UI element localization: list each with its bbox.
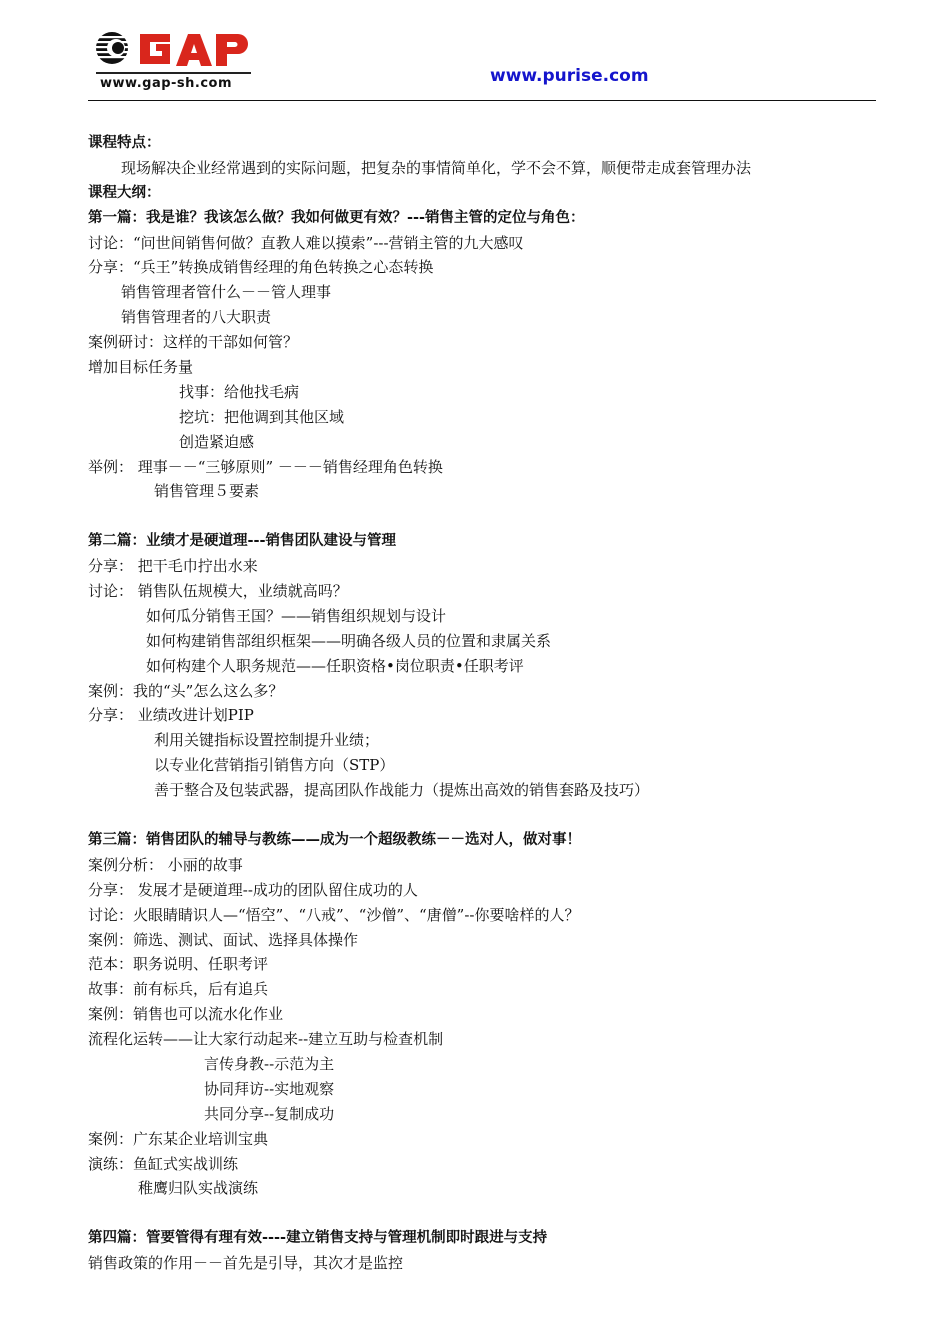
text-line: 范本：职务说明、任职考评	[88, 955, 269, 974]
section-heading: 课程特点：	[88, 135, 161, 151]
text-line: 举例： 理事－－“三够原则” －－－销售经理角色转换	[88, 457, 443, 476]
text-line: 分享： 把干毛巾拧出水来	[88, 557, 258, 576]
text-line: 以专业化营销指引销售方向（STP）	[154, 756, 395, 775]
blank-line	[88, 803, 888, 828]
site-url-link[interactable]: www.purise.com	[490, 66, 649, 86]
text-line: 销售管理者管什么－－管人理事	[121, 283, 332, 302]
text-line: 案例分析： 小丽的故事	[88, 855, 243, 874]
text-line: 案例：销售也可以流水化作业	[88, 1005, 284, 1024]
text-line: 善于整合及包装武器，提高团队作战能力（提炼出高效的销售套路及技巧）	[154, 781, 650, 800]
blank-line	[88, 504, 888, 529]
text-line: 如何构建销售部组织框架——明确各级人员的位置和隶属关系	[146, 631, 552, 650]
logo-url-text: www.gap-sh.com	[100, 76, 233, 91]
text-line: 销售政策的作用－－首先是引导，其次才是监控	[88, 1254, 404, 1273]
header-rule	[88, 100, 876, 101]
text-line: 分享： 业绩改进计划PIP	[88, 706, 254, 725]
gap-wordmark	[140, 34, 248, 66]
text-line: 销售管理者的八大职责	[121, 308, 272, 327]
text-line: 讨论： 销售队伍规模大，业绩就高吗？	[88, 582, 348, 601]
section-heading: 第四篇：管要管得有理有效----建立销售支持与管理机制即时跟进与支持	[88, 1230, 548, 1247]
text-line: 稚鹰归队实战演练	[138, 1179, 259, 1198]
logo-underline	[96, 72, 251, 74]
text-line: 挖坑：把他调到其他区域	[179, 407, 345, 426]
text-line: 销售管理５要素	[154, 482, 260, 501]
text-line: 讨论：火眼睛睛识人—“悟空”、“八戒”、“沙僧”、“唐僧”--你要啥样的人？	[88, 905, 580, 924]
text-line: 创造紧迫感	[179, 432, 255, 451]
blank-line	[88, 1201, 888, 1226]
text-line: 如何构建个人职务规范——任职资格•岗位职责•任职考评	[146, 656, 524, 675]
text-line: 案例：我的“头”怎么这么多？	[88, 681, 284, 700]
text-line: 利用关键指标设置控制提升业绩；	[154, 731, 380, 750]
text-line: 讨论：“问世间销售何做？直教人难以摸索”---营销主管的九大感叹	[88, 233, 524, 252]
text-line: 增加目标任务量	[88, 358, 194, 377]
text-line: 故事：前有标兵，后有追兵	[88, 980, 269, 999]
text-line: 言传身教--示范为主	[204, 1054, 335, 1073]
text-line: 共同分享--复制成功	[204, 1104, 335, 1123]
section-heading: 第一篇：我是谁？我该怎么做？我如何做更有效？---销售主管的定位与角色：	[88, 209, 585, 226]
text-line: 案例：广东某企业培训宝典	[88, 1129, 269, 1148]
page-header	[0, 0, 950, 110]
text-line: 分享： 发展才是硬道理--成功的团队留住成功的人	[88, 880, 418, 899]
text-line: 案例研讨：这样的干部如何管？	[88, 333, 299, 352]
text-line: 协同拜访--实地观察	[204, 1079, 335, 1098]
text-line: 如何瓜分销售王国？——销售组织规划与设计	[146, 606, 447, 625]
globe-icon	[94, 32, 130, 64]
section-heading: 第三篇：销售团队的辅导与教练——成为一个超级教练－－选对人，做对事！	[88, 831, 581, 848]
text-line: 现场解决企业经常遇到的实际问题，把复杂的事情简单化，学不会不算，顺便带走成套管理办法	[121, 158, 752, 177]
section-heading: 课程大纲：	[88, 184, 161, 201]
text-line: 流程化运转——让大家行动起来--建立互助与检查机制	[88, 1030, 444, 1049]
text-line: 分享：“兵王”转换成销售经理的角色转换之心态转换	[88, 258, 434, 277]
text-line: 案例：筛选、测试、面试、选择具体操作	[88, 930, 359, 949]
text-line: 找事：给他找毛病	[179, 382, 300, 401]
section-heading: 第二篇：业绩才是硬道理---销售团队建设与管理	[88, 533, 397, 550]
document-body	[88, 131, 888, 1276]
text-line: 演练：鱼缸式实战训练	[88, 1154, 239, 1173]
